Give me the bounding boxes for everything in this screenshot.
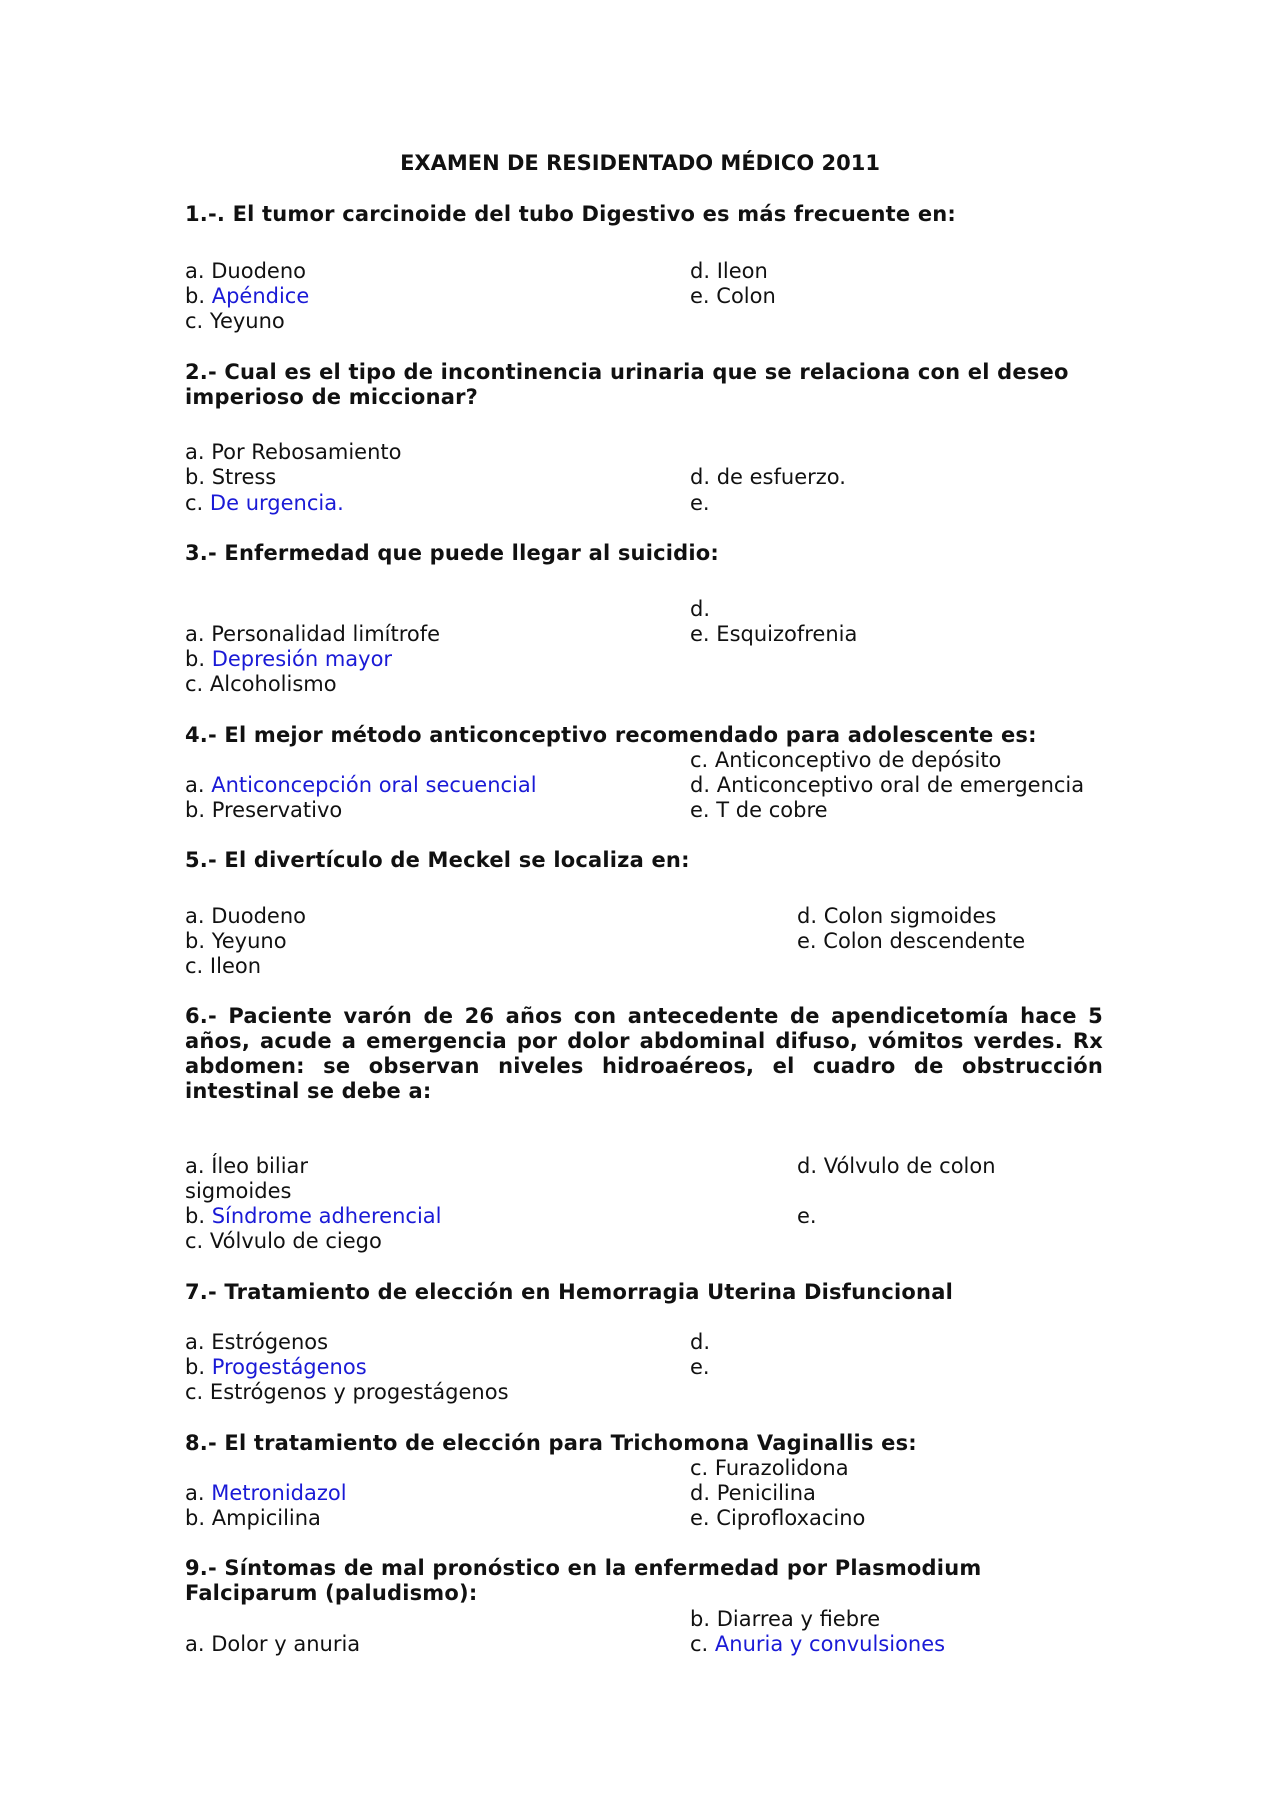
q5-option-d: d. Colon sigmoides xyxy=(797,904,997,928)
exam-title: EXAMEN DE RESIDENTADO MÉDICO 2011 xyxy=(400,151,880,175)
q8-option-a: a. Metronidazol xyxy=(185,1481,347,1505)
q7-option-d: d. xyxy=(690,1330,711,1354)
q3-option-d: d. xyxy=(690,597,711,621)
q5-option-c: c. Ileon xyxy=(185,954,262,978)
q4-option-a: a. Anticoncepción oral secuencial xyxy=(185,773,537,797)
q7-option-e: e. xyxy=(690,1355,710,1379)
q8-option-b: b. Ampicilina xyxy=(185,1506,321,1530)
q2-option-c: c. De urgencia. xyxy=(185,491,344,515)
q8-option-c: c. Furazolidona xyxy=(690,1456,849,1480)
q3-option-a: a. Personalidad limítrofe xyxy=(185,622,441,646)
q4-option-b: b. Preservativo xyxy=(185,798,343,822)
q6-option-d: d. Vólvulo de colon xyxy=(797,1154,996,1178)
question-8: 8.- El tratamiento de elección para Trichomona Vaginallis es: xyxy=(185,1431,917,1455)
q1-option-a: a. Duodeno xyxy=(185,259,306,283)
q9-option-a: a. Dolor y anuria xyxy=(185,1632,361,1656)
question-3: 3.- Enfermedad que puede llegar al suicidio: xyxy=(185,541,720,565)
q7-option-a: a. Estrógenos xyxy=(185,1330,329,1354)
q9-option-c: c. Anuria y convulsiones xyxy=(690,1632,946,1656)
q8-option-e: e. Ciprofloxacino xyxy=(690,1506,866,1530)
q3-option-b: b. Depresión mayor xyxy=(185,647,393,671)
question-1: 1.-. El tumor carcinoide del tubo Digestivo es más frecuente en: xyxy=(185,202,957,226)
q6-option-e: e. xyxy=(797,1204,817,1228)
q5-option-e: e. Colon descendente xyxy=(797,929,1026,953)
question-4: 4.- El mejor método anticonceptivo recomendado para adolescente es: xyxy=(185,723,1037,747)
q4-option-d: d. Anticonceptivo oral de emergencia xyxy=(690,773,1085,797)
q1-option-b: b. Apéndice xyxy=(185,284,310,308)
question-7: 7.- Tratamiento de elección en Hemorragia Uterina Disfuncional xyxy=(185,1280,953,1304)
q1-option-d: d. Ileon xyxy=(690,259,768,283)
q2-option-d: d. de esfuerzo. xyxy=(690,465,846,489)
q2-option-b: b. Stress xyxy=(185,465,277,489)
q8-option-d: d. Penicilina xyxy=(690,1481,816,1505)
q6-option-a-wrap: sigmoides xyxy=(185,1179,292,1203)
q3-option-e: e. Esquizofrenia xyxy=(690,622,858,646)
q9-option-b: b. Diarrea y fiebre xyxy=(690,1607,881,1631)
q5-option-b: b. Yeyuno xyxy=(185,929,287,953)
q6-option-a: a. Íleo biliar xyxy=(185,1154,309,1178)
q2-option-e: e. xyxy=(690,491,710,515)
q3-option-c: c. Alcoholismo xyxy=(185,672,337,696)
q4-option-c: c. Anticonceptivo de depósito xyxy=(690,748,1002,772)
q7-option-b: b. Progestágenos xyxy=(185,1355,367,1379)
question-2: 2.- Cual es el tipo de incontinencia urinaria que se relaciona con el deseo imperioso de miccionar? xyxy=(185,360,1069,409)
q1-option-c: c. Yeyuno xyxy=(185,309,285,333)
q7-option-c: c. Estrógenos y progestágenos xyxy=(185,1380,509,1404)
q1-option-e: e. Colon xyxy=(690,284,776,308)
question-9: 9.- Síntomas de mal pronóstico en la enfermedad por Plasmodium Falciparum (paludismo): xyxy=(185,1556,982,1605)
q4-option-e: e. T de cobre xyxy=(690,798,828,822)
q6-option-c: c. Vólvulo de ciego xyxy=(185,1229,382,1253)
q6-option-b: b. Síndrome adherencial xyxy=(185,1204,442,1228)
question-6: 6.- Paciente varón de 26 años con antecedente de apendicetomía hace 5 años, acude a emergencia por dolor abdominal difuso, vómitos verdes. Rx abdomen: se observan niveles hidroaéreos, el cuadro de obstrucción intestinal se debe a: xyxy=(185,1004,1103,1103)
q2-option-a: a. Por Rebosamiento xyxy=(185,440,402,464)
question-5: 5.- El divertículo de Meckel se localiza en: xyxy=(185,848,690,872)
q5-option-a: a. Duodeno xyxy=(185,904,306,928)
